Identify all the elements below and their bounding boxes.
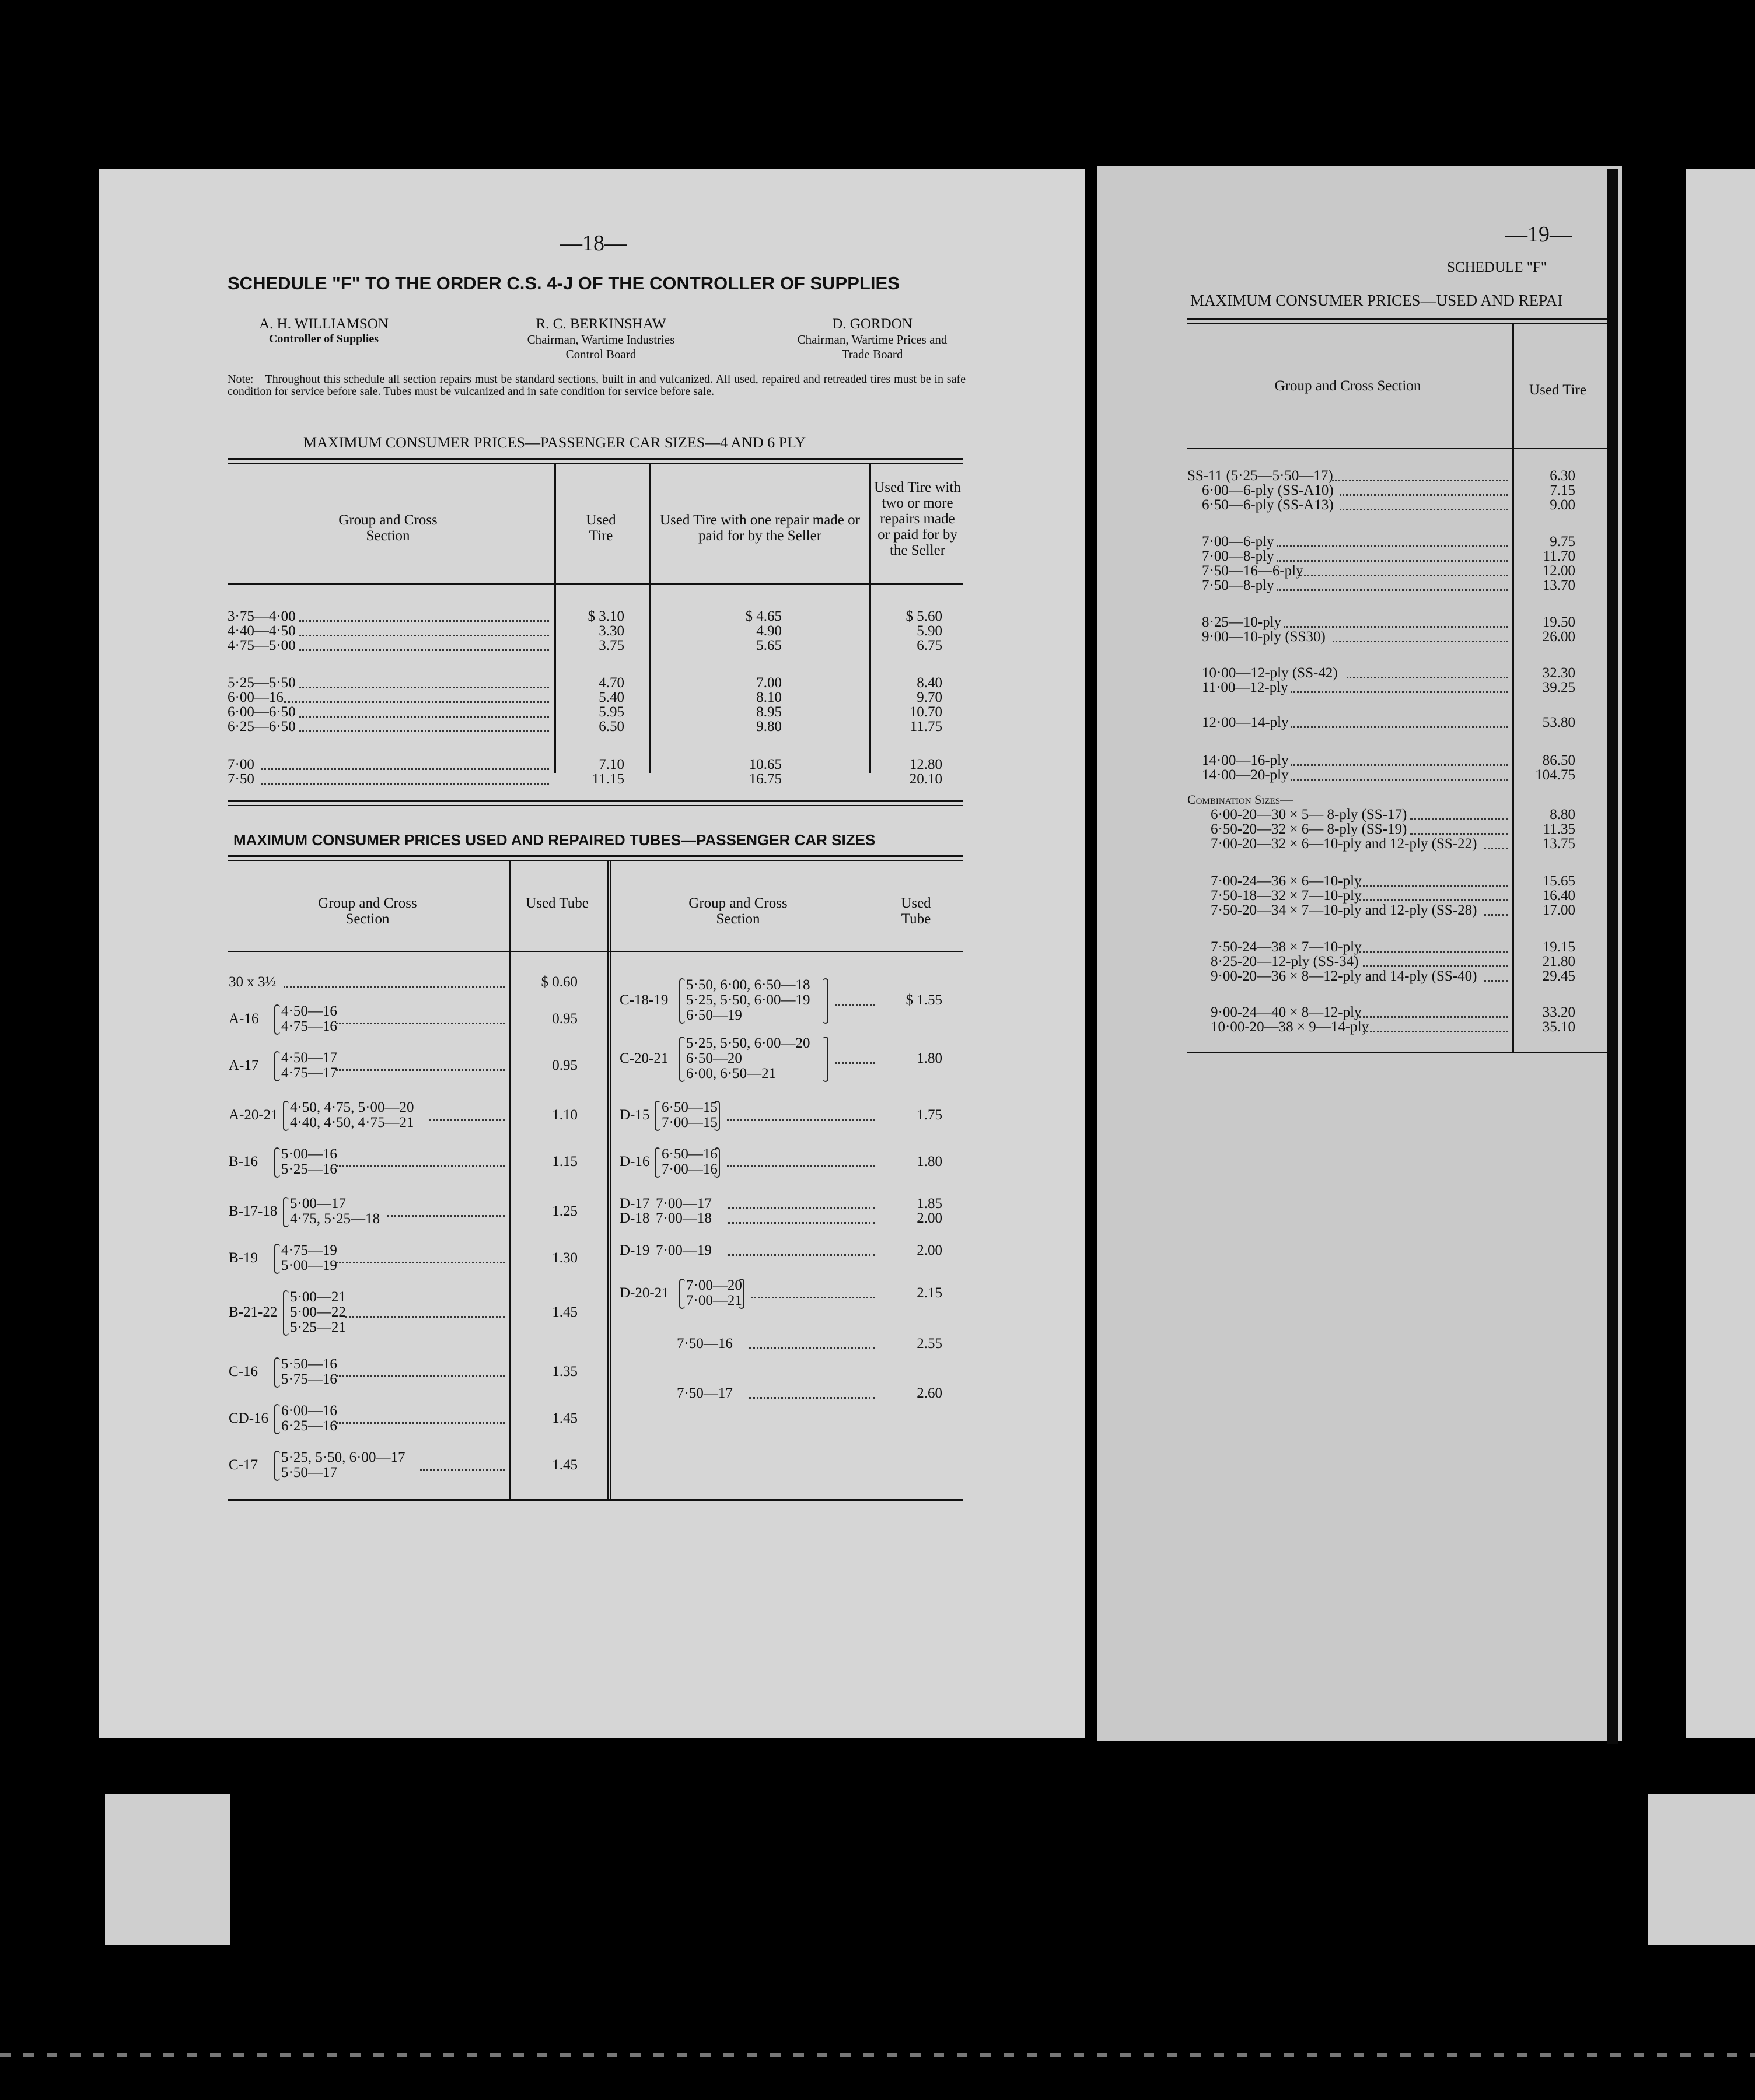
right-price: 11.70 (1543, 548, 1575, 564)
right-size: 7·00—8-ply (1202, 548, 1274, 564)
right-size: SS-11 (5·25—5·50—17) (1187, 468, 1333, 484)
bracket (714, 1147, 720, 1178)
tube-group: B-21-22 (229, 1304, 278, 1320)
column-header: Used Tube (901, 895, 931, 927)
combination-size: 7·50-24—38 × 7—10-ply (1211, 939, 1362, 955)
right-size: 14·00—20-ply (1202, 767, 1289, 783)
tube-size: 4·75—19 (281, 1242, 337, 1258)
table-rule (1187, 318, 1607, 320)
tube-size: 7·00—20 (686, 1278, 742, 1293)
combination-size: 9·00-20—36 × 8—12-ply and 14-ply (SS-40) (1211, 968, 1477, 984)
tube-size: 5·00—21 (290, 1289, 346, 1305)
tube-price: 2.60 (917, 1385, 942, 1401)
signatory-role: Chairman, Wartime Prices and Trade Board (797, 332, 948, 361)
two-repair-price: 12.80 (909, 757, 942, 772)
tube-price: 0.95 (552, 1058, 578, 1073)
column-header: Group and Cross Section (688, 895, 788, 927)
leader-dots (420, 1469, 505, 1471)
tire-size: 6·00—16 (228, 690, 284, 705)
combination-price: 11.35 (1543, 821, 1575, 837)
right-size: 12·00—14-ply (1202, 715, 1289, 730)
table-rule (228, 463, 963, 464)
bracket (655, 1147, 660, 1178)
tire-size: 4·40—4·50 (228, 623, 296, 639)
tube-price: 0.95 (552, 1011, 578, 1027)
right-price: 26.00 (1542, 629, 1575, 645)
leader-dots (1357, 885, 1509, 887)
tube-price: $ 0.60 (541, 974, 578, 990)
tube-group: B-17-18 (229, 1203, 278, 1219)
tube-group: A-20-21 (229, 1107, 278, 1123)
tube-size: 5·00—19 (281, 1258, 337, 1273)
leader-dots (1484, 848, 1508, 849)
column-rule (649, 464, 651, 773)
left-page (99, 169, 1085, 1738)
right-price: 19.50 (1542, 614, 1575, 630)
tube-size: 4·75, 5·25—18 (290, 1211, 380, 1227)
leader-dots (1291, 779, 1508, 780)
tube-size: 4·75—17 (281, 1065, 337, 1081)
bracket (283, 1290, 289, 1336)
one-repair-price: 10.65 (749, 757, 782, 772)
signatory-role: Controller of Supplies (268, 332, 379, 345)
tube-size: 7·00—18 (656, 1210, 712, 1226)
leader-dots (1291, 726, 1508, 728)
tube-size: 5·50—16 (281, 1356, 337, 1372)
tube-group: D-16 (620, 1154, 650, 1170)
signatory-2 (513, 316, 688, 362)
leader-dots (728, 1208, 875, 1209)
tube-size: 5·25, 5·50, 6·00—17 (281, 1450, 405, 1465)
leader-dots (1484, 914, 1508, 916)
combination-size: 6·50-20—32 × 6— 8-ply (SS-19) (1211, 821, 1407, 837)
tube-group: C-18-19 (620, 992, 669, 1008)
leader-dots (749, 1397, 875, 1399)
bracket (679, 1037, 685, 1082)
tire-size: 6·25—6·50 (228, 719, 296, 734)
signatory-role: Chairman, Wartime Industries Control Board (527, 332, 675, 361)
tube-price: 1.35 (552, 1364, 578, 1380)
far-right-page-edge (1686, 169, 1755, 1738)
combination-price: 8.80 (1550, 807, 1575, 822)
bracket (274, 1051, 280, 1082)
combination-price: 29.45 (1542, 968, 1575, 984)
two-repair-price: 6.75 (917, 638, 942, 653)
tube-group: C-17 (229, 1457, 258, 1473)
tube-size: 5·25, 5·50, 6·00—19 (686, 992, 810, 1008)
leader-dots (284, 986, 505, 988)
right-price: 7.15 (1550, 482, 1575, 498)
tube-size: 5·50, 6·00, 6·50—18 (686, 977, 810, 993)
leader-dots (1357, 951, 1509, 953)
tube-price: 1.45 (552, 1457, 578, 1473)
tube-price: 2.15 (917, 1285, 942, 1301)
leader-dots (835, 1004, 875, 1006)
leader-dots (1363, 965, 1508, 967)
tube-size: 4·50—17 (281, 1050, 337, 1066)
tube-price: $ 1.55 (906, 992, 942, 1008)
right-size: 8·25—10-ply (1202, 614, 1282, 630)
used-tire-price: 4.70 (599, 675, 624, 691)
column-header: Used Tire with two or more repairs made or paid for by the Seller (874, 480, 961, 558)
combination-price: 16.40 (1542, 888, 1575, 904)
two-repair-price: 10.70 (909, 704, 942, 720)
bracket (274, 1005, 280, 1035)
tire-size: 7·50 (228, 771, 254, 787)
used-tire-price: 11.15 (592, 771, 624, 787)
leader-dots (261, 768, 549, 770)
column-rule (509, 861, 511, 1500)
tube-size: 7·50—17 (677, 1385, 733, 1401)
header-rule (228, 951, 963, 952)
one-repair-price: 8.95 (756, 704, 782, 720)
combination-size: 10·00-20—38 × 9—14-ply (1211, 1019, 1369, 1035)
used-tire-price: 6.50 (599, 719, 624, 734)
tube-price: 1.25 (552, 1203, 578, 1219)
leader-dots (1277, 589, 1508, 591)
combination-size: 7·00-24—36 × 6—10-ply (1211, 873, 1362, 889)
right-price: 53.80 (1542, 715, 1575, 730)
bracket (714, 1101, 720, 1131)
two-repair-price: $ 5.60 (906, 608, 942, 624)
tube-group: CD-16 (229, 1410, 269, 1426)
signatory-3 (788, 316, 957, 362)
bracket (823, 1037, 828, 1082)
tube-size: 4·75—16 (281, 1019, 337, 1034)
tube-group: C-20-21 (620, 1051, 669, 1066)
bracket (274, 1451, 280, 1481)
right-price: 32.30 (1542, 665, 1575, 681)
used-tire-price: 3.75 (599, 638, 624, 653)
tube-price: 2.00 (917, 1242, 942, 1258)
page-gutter (1607, 169, 1618, 1744)
bracket (274, 1147, 280, 1178)
leader-dots (1277, 545, 1508, 547)
leader-dots (336, 1376, 505, 1377)
tube-price: 2.00 (917, 1210, 942, 1226)
leader-dots (1340, 494, 1508, 496)
leader-dots (261, 783, 549, 785)
used-tire-price: 7.10 (599, 757, 624, 772)
right-price: 9.00 (1550, 497, 1575, 513)
tube-group: B-19 (229, 1250, 258, 1266)
two-repair-price: 9.70 (917, 690, 942, 705)
tire-size: 3·75—4·00 (228, 608, 296, 624)
one-repair-price: 9.80 (756, 719, 782, 734)
tube-price: 1.45 (552, 1410, 578, 1426)
column-header: Used Tire (1529, 382, 1586, 398)
tube-group: A-16 (229, 1011, 259, 1027)
table-rule (228, 855, 963, 857)
leader-dots (1363, 1031, 1508, 1032)
leader-dots (1298, 575, 1508, 576)
right-price: 104.75 (1535, 767, 1575, 783)
column-header: Group and Cross Section (338, 512, 438, 544)
tube-price: 1.75 (917, 1107, 942, 1123)
tubes-table-title: MAXIMUM CONSUMER PRICES USED AND REPAIRED TUBES—PASSENGER CAR SIZES (233, 831, 876, 849)
right-price: 13.70 (1542, 578, 1575, 593)
leader-dots (728, 1222, 875, 1224)
right-size: 7·50—8-ply (1202, 578, 1274, 593)
right-size: 7·00—6-ply (1202, 534, 1274, 550)
tire-size: 5·25—5·50 (228, 675, 296, 691)
tube-size: 7·00—16 (662, 1161, 718, 1177)
tube-price: 1.85 (917, 1196, 942, 1212)
two-repair-price: 8.40 (917, 675, 942, 691)
bracket (283, 1101, 289, 1131)
header-rule (1187, 448, 1607, 449)
used-tire-price: $ 3.10 (588, 608, 624, 624)
table-rule (228, 860, 963, 861)
one-repair-price: 4.90 (756, 623, 782, 639)
tube-size: 5·25—16 (281, 1161, 337, 1177)
tube-price: 1.45 (552, 1304, 578, 1320)
tube-size: 7·00—19 (656, 1242, 712, 1258)
leader-dots (835, 1062, 875, 1064)
lower-left-scrap (105, 1794, 230, 1945)
column-rule (607, 861, 609, 1500)
combination-size: 8·25-20—12-ply (SS-34) (1211, 954, 1359, 970)
combination-size: 7·00-20—32 × 6—10-ply and 12-ply (SS-22) (1211, 836, 1477, 852)
bracket (274, 1404, 280, 1434)
table-rule (1187, 1052, 1607, 1054)
bracket (679, 978, 685, 1024)
tube-group: D-20-21 (620, 1285, 669, 1301)
tires-table-title: MAXIMUM CONSUMER PRICES—PASSENGER CAR SIZES—4 AND 6 PLY (303, 434, 806, 451)
tube-size: 5·25, 5·50, 6·00—20 (686, 1035, 810, 1051)
one-repair-price: 7.00 (756, 675, 782, 691)
bracket (739, 1279, 744, 1309)
leader-dots (727, 1166, 875, 1167)
two-repair-price: 5.90 (917, 623, 942, 639)
tube-price: 1.30 (552, 1250, 578, 1266)
leader-dots (299, 635, 549, 636)
table-rule (228, 800, 963, 802)
table-rule (228, 458, 963, 460)
leader-dots (1332, 480, 1508, 481)
signatory-1 (228, 316, 420, 346)
leader-dots (299, 716, 549, 718)
combination-price: 13.75 (1542, 836, 1575, 852)
leader-dots (1333, 640, 1508, 642)
signatory-name: D. GORDON (832, 316, 913, 332)
leader-dots (1357, 900, 1509, 901)
header-rule (228, 583, 963, 584)
tube-group: D-18 (620, 1210, 650, 1226)
used-tire-price: 3.30 (599, 623, 624, 639)
tube-price: 1.10 (552, 1107, 578, 1123)
tube-size: 6·00—16 (281, 1403, 337, 1419)
bracket (823, 978, 828, 1024)
leader-dots (1291, 691, 1508, 693)
combination-price: 35.10 (1542, 1019, 1575, 1035)
table-rule (1187, 323, 1607, 324)
leader-dots (299, 687, 549, 688)
tube-group: 30 x 3½ (229, 974, 277, 990)
two-repair-price: 11.75 (910, 719, 942, 734)
column-header: Group and Cross Section (318, 895, 417, 927)
right-size: 14·00—16-ply (1202, 752, 1289, 768)
signatory-name: A. H. WILLIAMSON (259, 316, 389, 332)
tube-group: D-17 (620, 1196, 650, 1212)
column-rule (869, 464, 871, 773)
table-rule (228, 805, 963, 806)
column-header: Used Tire with one repair made or paid for by the Seller (660, 512, 860, 544)
tube-size: 7·00—15 (662, 1115, 718, 1130)
tire-size: 7·00 (228, 757, 254, 772)
used-tire-price: 5.40 (599, 690, 624, 705)
tube-price: 1.80 (917, 1154, 942, 1170)
leader-dots (336, 1262, 505, 1264)
tube-size: 6·25—16 (281, 1418, 337, 1434)
tube-size: 4·50, 4·75, 5·00—20 (290, 1100, 414, 1115)
leader-dots (751, 1297, 875, 1298)
combination-size: 7·50-20—34 × 7—10-ply and 12-ply (SS-28) (1211, 902, 1477, 918)
tube-size: 5·50—17 (281, 1465, 337, 1480)
leader-dots (336, 1069, 505, 1071)
page-number-left: —18— (560, 231, 627, 256)
right-price: 86.50 (1542, 752, 1575, 768)
right-size: 6·00—6-ply (SS-A10) (1202, 482, 1334, 498)
right-price: 6.30 (1550, 468, 1575, 484)
table-rule (228, 1499, 963, 1501)
used-tire-price: 5.95 (599, 704, 624, 720)
page-number-right: —19— (1505, 222, 1572, 247)
bracket (679, 1279, 685, 1309)
leader-dots (336, 1166, 505, 1167)
combination-size: 7·50-18—32 × 7—10-ply (1211, 888, 1362, 904)
leader-dots (299, 620, 549, 622)
film-edge-line (0, 2053, 1755, 2057)
tube-size: 4·50—16 (281, 1003, 337, 1019)
tube-size: 5·75—16 (281, 1371, 337, 1387)
leader-dots (336, 1422, 505, 1424)
tube-size: 5·25—21 (290, 1320, 346, 1335)
leader-dots (1291, 764, 1508, 766)
tube-size: 5·00—16 (281, 1146, 337, 1162)
leader-dots (336, 1023, 505, 1024)
right-price: 39.25 (1542, 680, 1575, 695)
column-rule (610, 861, 611, 1500)
right-size: 7·50—16—6-ply (1202, 563, 1303, 579)
tube-size: 5·00—17 (290, 1196, 346, 1212)
leader-dots (1347, 677, 1508, 678)
leader-dots (1410, 818, 1509, 820)
leader-dots (1410, 833, 1509, 835)
tube-group: C-16 (229, 1364, 258, 1380)
column-header: Used Tire (586, 512, 616, 544)
tube-size: 6·00, 6·50—21 (686, 1066, 777, 1082)
tube-size: 6·50—19 (686, 1007, 742, 1023)
lower-right-scrap (1648, 1794, 1755, 1945)
tube-size: 7·50—16 (677, 1336, 733, 1352)
column-header: Used Tube (526, 895, 589, 911)
leader-dots (749, 1348, 875, 1349)
tube-group: B-16 (229, 1154, 258, 1170)
tube-group: A-17 (229, 1058, 259, 1073)
combination-label: Combination Sizes— (1187, 792, 1293, 807)
right-size: 10·00—12-ply (SS-42) (1202, 665, 1338, 681)
leader-dots (727, 1119, 875, 1121)
combination-size: 9·00-24—40 × 8—12-ply (1211, 1005, 1362, 1020)
leader-dots (429, 1119, 505, 1121)
tire-size: 6·00—6·50 (228, 704, 296, 720)
schedule-label-right: SCHEDULE "F" (1447, 260, 1547, 275)
leader-dots (284, 701, 549, 703)
right-size: 9·00—10-ply (SS30) (1202, 629, 1326, 645)
leader-dots (1484, 980, 1508, 982)
one-repair-price: $ 4.65 (745, 608, 782, 624)
one-repair-price: 16.75 (749, 771, 782, 787)
combination-price: 33.20 (1542, 1005, 1575, 1020)
leader-dots (1340, 509, 1508, 510)
tube-size: 6·50—20 (686, 1051, 742, 1066)
combination-price: 17.00 (1542, 902, 1575, 918)
combination-price: 15.65 (1542, 873, 1575, 889)
tube-size: 7·00—21 (686, 1293, 742, 1308)
leader-dots (299, 730, 549, 732)
schedule-title: SCHEDULE "F" TO THE ORDER C.S. 4-J OF THE CONTROLLER OF SUPPLIES (228, 273, 900, 293)
one-repair-price: 8.10 (756, 690, 782, 705)
combination-size: 6·00-20—30 × 5— 8-ply (SS-17) (1211, 807, 1407, 822)
tube-size: 7·00—17 (656, 1196, 712, 1212)
tube-group: D-19 (620, 1242, 650, 1258)
tube-group: D-15 (620, 1107, 650, 1123)
right-size: 11·00—12-ply (1202, 680, 1288, 695)
two-repair-price: 20.10 (909, 771, 942, 787)
column-rule (1512, 324, 1514, 1053)
tube-size: 6·50—16 (662, 1146, 718, 1162)
leader-dots (299, 649, 549, 651)
right-table-title: MAXIMUM CONSUMER PRICES—USED AND REPAI (1190, 292, 1563, 309)
signatory-name: R. C. BERKINSHAW (536, 316, 666, 332)
tube-price: 2.55 (917, 1336, 942, 1352)
leader-dots (1284, 626, 1508, 628)
leader-dots (1277, 560, 1508, 562)
leader-dots (1357, 1016, 1509, 1018)
combination-price: 19.15 (1542, 939, 1575, 955)
tube-size: 5·00—22 (290, 1304, 346, 1320)
tube-size: 4·40, 4·50, 4·75—21 (290, 1115, 414, 1130)
bracket (274, 1244, 280, 1274)
tube-size: 6·50—15 (662, 1100, 718, 1115)
bracket (283, 1197, 289, 1227)
tube-price: 1.15 (552, 1154, 578, 1170)
column-header: Group and Cross Section (1274, 378, 1421, 394)
leader-dots (387, 1215, 505, 1217)
bracket (655, 1101, 660, 1131)
tube-price: 1.80 (917, 1051, 942, 1066)
right-price: 12.00 (1542, 563, 1575, 579)
combination-price: 21.80 (1542, 954, 1575, 970)
tire-size: 4·75—5·00 (228, 638, 296, 653)
right-price: 9.75 (1550, 534, 1575, 550)
bracket (274, 1357, 280, 1388)
leader-dots (728, 1254, 875, 1256)
one-repair-price: 5.65 (756, 638, 782, 653)
schedule-note: Note:—Throughout this schedule all section repairs must be standard sections, built in and vulcanized. All used, repaired and retreaded tires must be in safe condition for service before sale. Tubes must be vulcanized and in safe condition for service before sale. (228, 373, 966, 398)
leader-dots (345, 1316, 505, 1318)
right-size: 6·50—6-ply (SS-A13) (1202, 497, 1334, 513)
